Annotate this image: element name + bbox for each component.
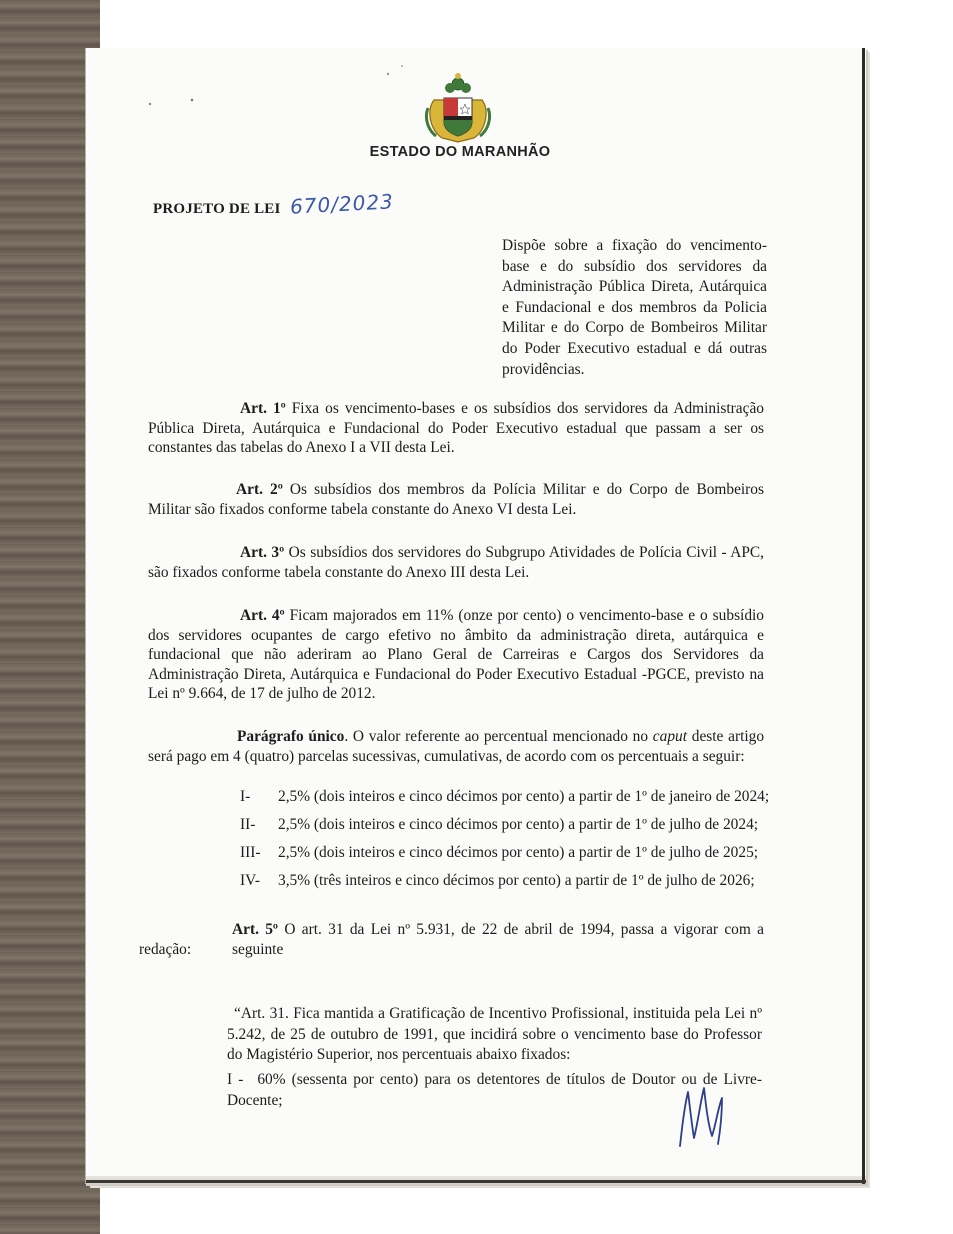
- list-item: [240, 815, 770, 835]
- paragraph-label: Parágrafo único: [237, 728, 345, 745]
- item-numeral: I -: [227, 1071, 244, 1088]
- margin-background: [858, 0, 953, 1234]
- bill-number-handwritten: 670/2023: [289, 189, 395, 219]
- article-label: Art. 1º: [240, 400, 286, 417]
- paragraph-text: deste artigo será pago em 4 (quatro) parcelas sucessivas, cumulativas, de acordo com os percentuais a seguir:: [148, 728, 765, 765]
- article-label: Art. 3º: [240, 544, 285, 561]
- item-text: 60% (sessenta por cento) para os detentores de títulos de Doutor ou de Livre-Docente;: [227, 1071, 762, 1109]
- article-text: Os subsídios dos servidores do Subgrupo Atividades de Polícia Civil - APC, são fixados conforme tabela constante do Anexo III desta Lei.: [148, 544, 764, 581]
- item-text: 2,5% (dois inteiros e cinco décimos por cento) a partir de 1º de julho de 2025;: [278, 844, 759, 861]
- bill-label: PROJETO DE LEI: [153, 201, 281, 217]
- signature-initials: [672, 1078, 732, 1152]
- table-background: [0, 0, 100, 1234]
- item-text: 3,5% (três inteiros e cinco décimos por cento) a partir de 1º de julho de 2026;: [278, 872, 755, 889]
- article-label: Art. 2º: [236, 481, 283, 498]
- item-text: 2,5% (dois inteiros e cinco décimos por cento) a partir de 1º de janeiro de 2024;: [278, 788, 770, 805]
- page-shadow-bottom: [86, 1180, 866, 1183]
- list-item: [240, 843, 770, 863]
- paper-specks: [140, 60, 440, 110]
- article-4: [148, 606, 764, 704]
- article-label: Art. 4º: [240, 607, 285, 624]
- article-text: Os subsídios dos membros da Polícia Militar e do Corpo de Bombeiros Militar são fixados conforme tabela constante do Anexo VI desta Lei.: [148, 481, 764, 518]
- paragraph-unico: [148, 727, 764, 766]
- item-numeral: IV-: [240, 872, 260, 889]
- quoted-article-31: “Art. 31. Fica mantida a Gratificação de Incentivo Profissional, instituida pela Lei nº 5.242, de 25 de outubro de 1991, que incidirá sobre o vencimento base do Professor do Magistério Superior, nos percentuais abaixo fixados:: [227, 1005, 762, 1063]
- paragraph-text: . O valor referente ao percentual mencionado no: [344, 728, 653, 745]
- item-numeral: III-: [240, 844, 261, 861]
- article-text: Fixa os vencimento-bases e os subsídios dos servidores da Administração Pública Direta, Autárquica e Fundacional do Poder Executivo estadual que passam a ser os constantes das tabelas do Anexo I a VII desta Lei.: [148, 400, 764, 456]
- article-2: [148, 480, 764, 519]
- page-shadow-right: [862, 48, 865, 1184]
- item-numeral: I-: [240, 788, 251, 805]
- item-numeral: II-: [240, 816, 256, 833]
- article-3: [148, 543, 764, 582]
- article-text: Ficam majorados em 11% (onze por cento) o vencimento-base e o subsídio dos servidores ocupantes de cargo efetivo no âmbito da administração direta, autárquica e fundacional que não aderiram ao Plano Geral de Carreiras e Cargos dos Servidores da Administração Direta, Autárquica e Fundacional do Poder Executivo Estadual -PGCE, previsto na Lei nº 9.664, de 17 de julho de 2012.: [148, 607, 764, 702]
- article-5-continuation: redação:: [139, 941, 192, 958]
- item-text: 2,5% (dois inteiros e cinco décimos por cento) a partir de 1º de julho de 2024;: [278, 816, 759, 833]
- list-item: [240, 871, 770, 891]
- state-name: ESTADO DO MARANHÃO: [369, 144, 551, 160]
- ementa-summary: Dispõe sobre a fixação do vencimento-base e do subsídio dos servidores da Administração Pública Direta, Autárquica e Fundacional e dos membros da Policia Militar e do Corpo de Bombeiros Militar do Poder Executivo estadual e dá outras providências.: [502, 237, 767, 378]
- caput-term: caput: [652, 728, 687, 745]
- list-item: [240, 787, 770, 807]
- article-label: Art. 5º: [232, 921, 279, 938]
- coat-of-arms-icon: [424, 70, 492, 144]
- article-text: O art. 31 da Lei nº 5.931, de 22 de abril de 1994, passa a vigorar com a seguinte: [232, 921, 764, 958]
- article-1: [148, 399, 764, 458]
